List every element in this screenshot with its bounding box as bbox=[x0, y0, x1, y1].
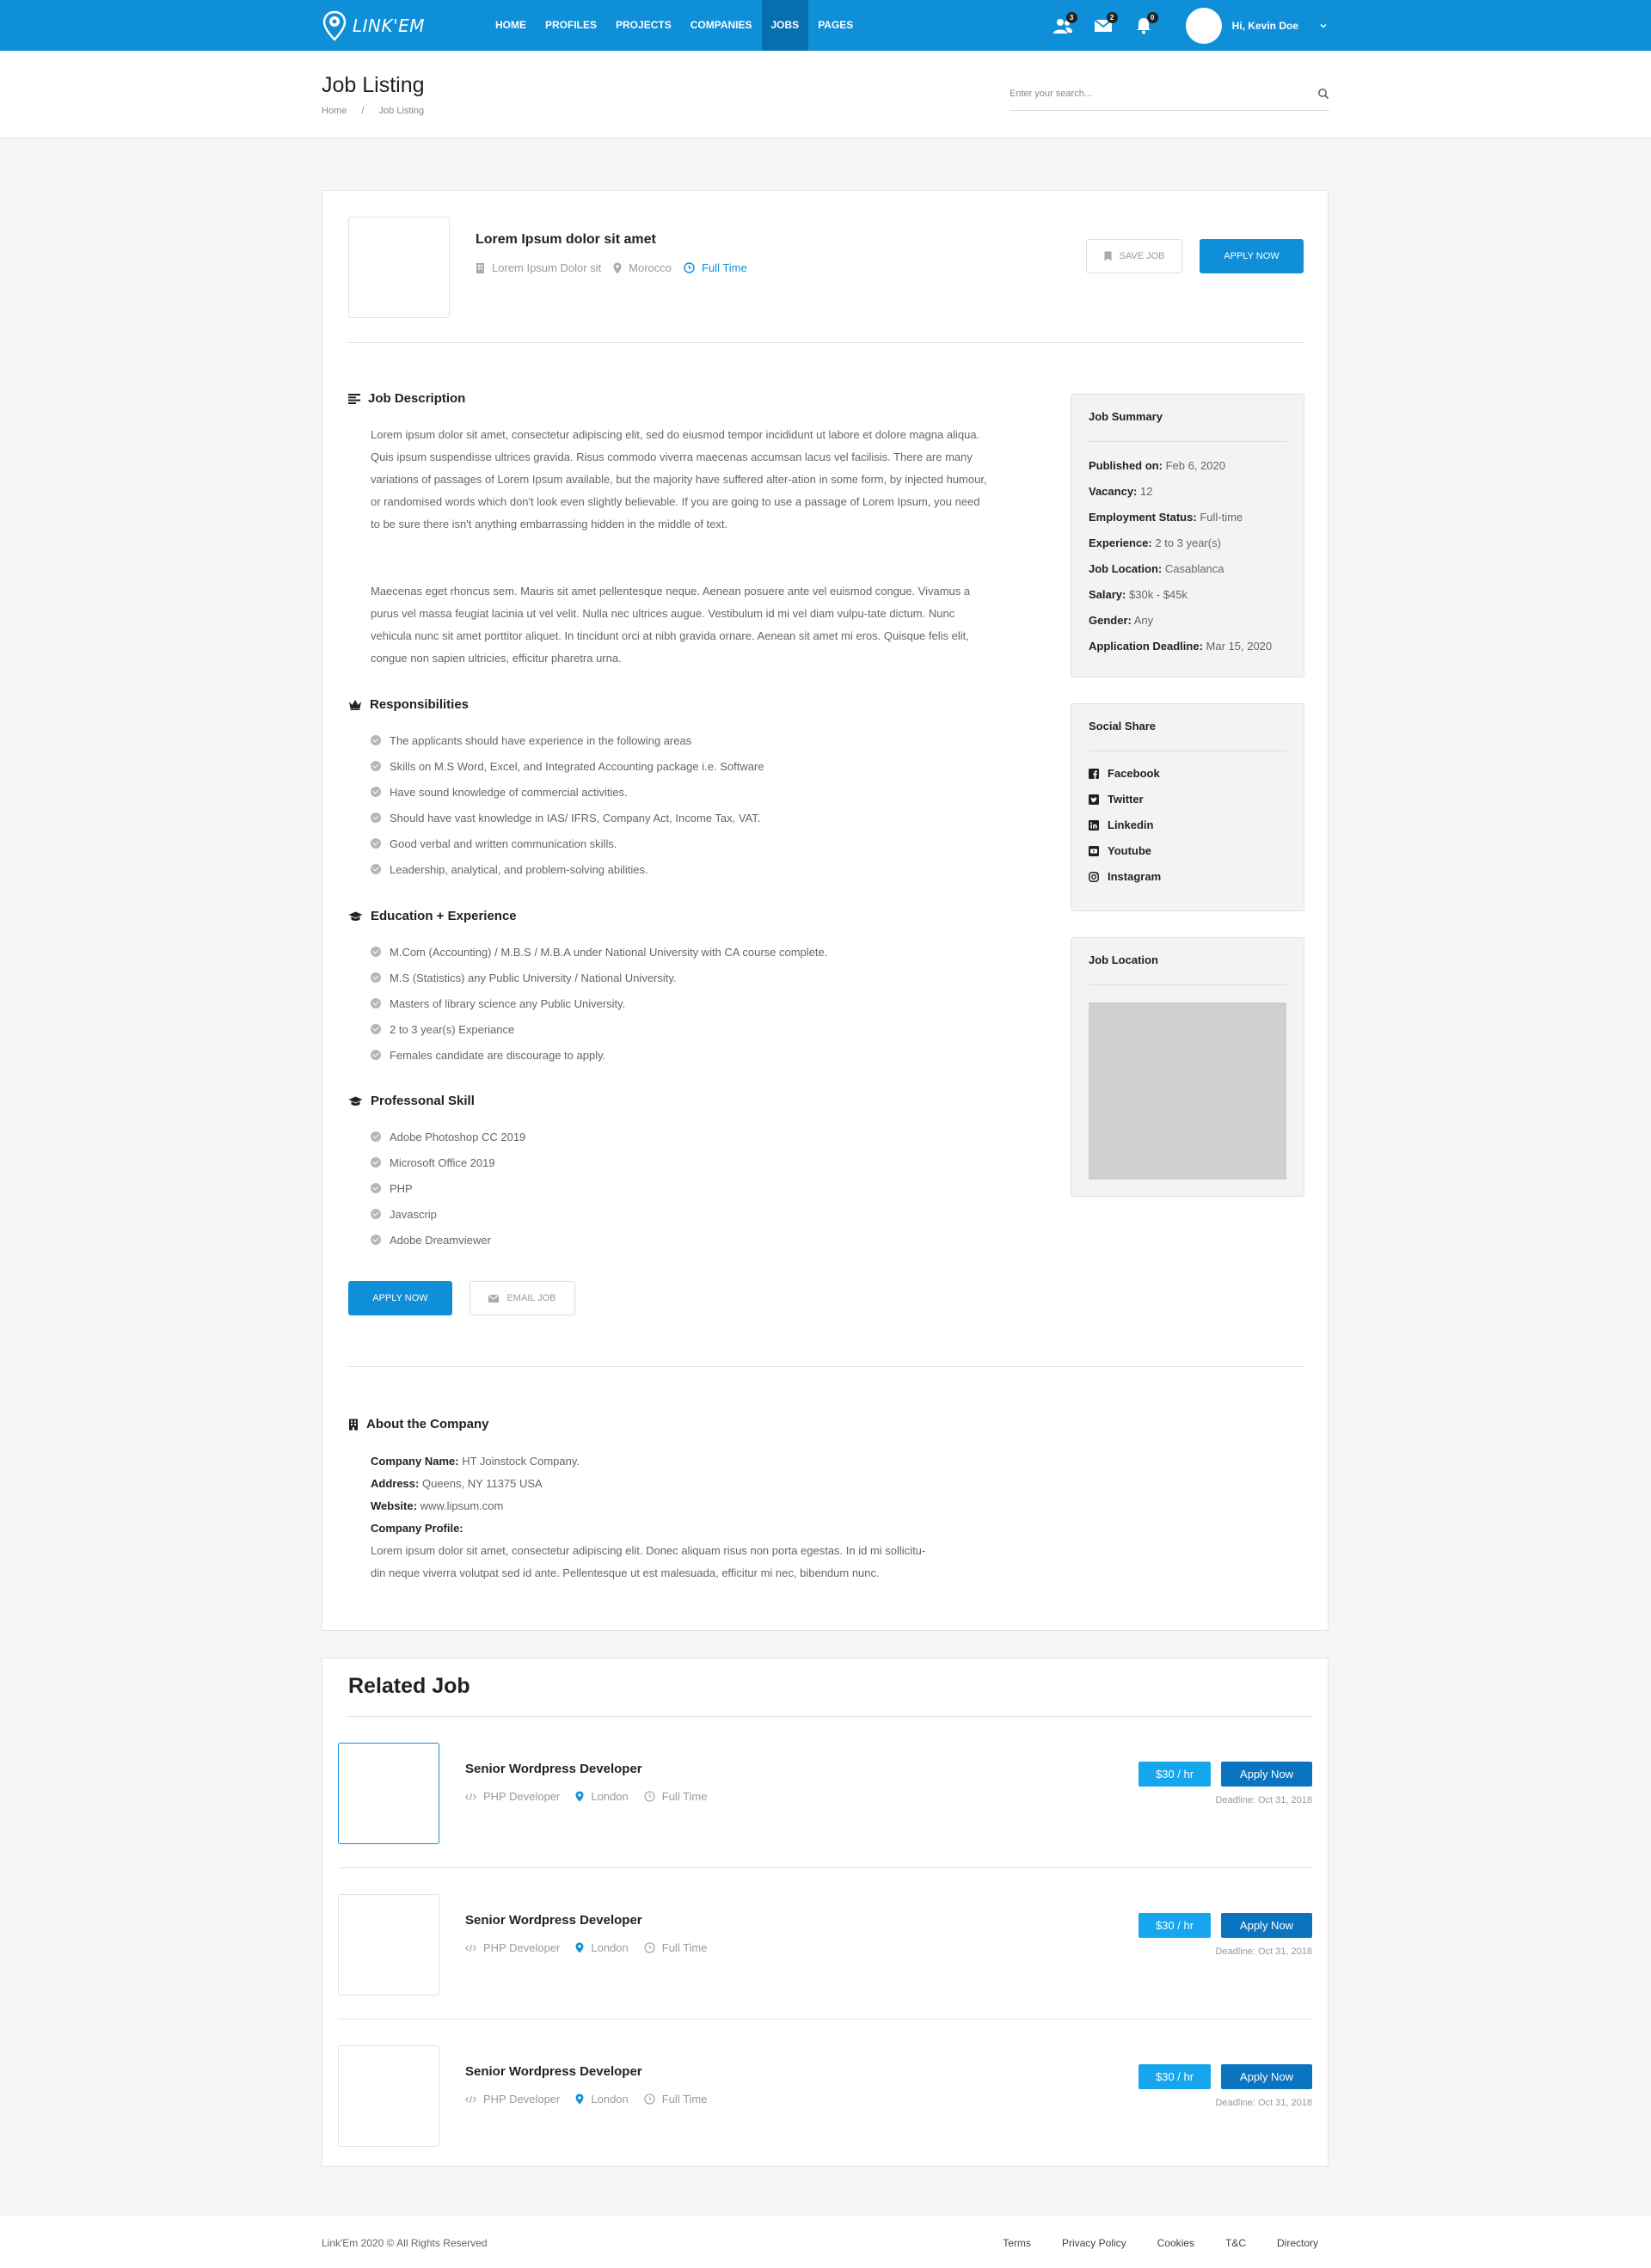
job-location-text: Morocco bbox=[629, 261, 672, 274]
related-job-logo[interactable] bbox=[338, 1894, 439, 1995]
breadcrumb-separator: / bbox=[361, 106, 365, 116]
description-paragraph-2: Maecenas eget rhoncus sem. Mauris sit amet pellentesque neque. Aenean posuere ante vel euismod congue. Vivamus a purus vel massa feugiat lacinia ut vel velit. Nulla nec ultrices augue. Vestibulum id mi vel diam vulpu-tate dictum. Nunc vehicula nunc sit amet porttitor aliquet. In tincidunt orci at nibh gravida ornare. Aenean sit amet mi eros. Quisque felis elit, congue non sapien ultricies, efficitur pharetra urna. bbox=[371, 585, 971, 665]
related-job-meta bbox=[465, 1790, 723, 1803]
related-job-type: Full Time bbox=[644, 2093, 708, 2106]
map-marker-icon bbox=[575, 1791, 584, 1802]
social-share-box bbox=[1071, 703, 1304, 911]
apply-now-button-bottom[interactable]: APPLY NOW bbox=[348, 1281, 452, 1315]
page-header bbox=[0, 51, 1651, 138]
footer-links bbox=[972, 2237, 1318, 2249]
company-address-row: Address: Queens, NY 11375 USA bbox=[371, 1477, 543, 1490]
related-job-type: Full Time bbox=[644, 1790, 708, 1803]
share-facebook[interactable]: Facebook bbox=[1089, 767, 1160, 780]
responsibilities-list bbox=[371, 727, 764, 882]
related-apply-button[interactable]: Apply Now bbox=[1221, 1913, 1312, 1938]
related-apply-button[interactable]: Apply Now bbox=[1221, 1762, 1312, 1787]
brand-name: LINK'EM bbox=[353, 15, 426, 36]
related-job-item bbox=[322, 2020, 1329, 2171]
list-item: Adobe Dreamviewer bbox=[371, 1227, 525, 1253]
company-website-row: Website: www.lipsum.com bbox=[371, 1499, 504, 1512]
related-jobs-card bbox=[322, 1658, 1329, 2167]
job-title: Lorem Ipsum dolor sit amet bbox=[476, 232, 656, 247]
education-list bbox=[371, 939, 827, 1068]
check-circle-icon bbox=[371, 787, 381, 797]
top-navbar bbox=[0, 0, 1651, 51]
related-job-item bbox=[322, 1717, 1329, 1868]
related-jobs-title: Related Job bbox=[348, 1674, 470, 1698]
related-job-logo[interactable] bbox=[338, 1743, 439, 1844]
nav-jobs[interactable]: JOBS bbox=[762, 0, 809, 51]
company-profile-text-2: din neque viverra volutpat sed id ante. Pellentesque ut est malesuada, efficitur mi nec, bibendum nunc. bbox=[371, 1566, 880, 1579]
list-item: Masters of library science any Public University. bbox=[371, 990, 827, 1016]
nav-home[interactable]: HOME bbox=[495, 19, 526, 31]
related-job-meta bbox=[465, 1941, 723, 1954]
related-job-item bbox=[322, 1868, 1329, 2020]
code-icon bbox=[465, 2095, 476, 2104]
connections-button[interactable] bbox=[1052, 15, 1074, 37]
notifications-badge: 0 bbox=[1147, 12, 1158, 23]
list-item: Have sound knowledge of commercial activities. bbox=[371, 779, 764, 805]
user-greeting[interactable]: Hi, Kevin Doe bbox=[1231, 19, 1298, 32]
check-circle-icon bbox=[371, 1235, 381, 1245]
about-company-heading: About the Company bbox=[348, 1417, 489, 1431]
clock-icon bbox=[644, 2093, 655, 2105]
related-job-category: PHP Developer bbox=[465, 2093, 560, 2106]
related-job-type: Full Time bbox=[644, 1941, 708, 1954]
list-item: M.Com (Accounting) / M.B.S / M.B.A under National University with CA course complete. bbox=[371, 939, 827, 965]
check-circle-icon bbox=[371, 812, 381, 823]
list-item: 2 to 3 year(s) Experiance bbox=[371, 1016, 827, 1042]
job-location-box bbox=[1071, 937, 1304, 1197]
map-marker-icon bbox=[575, 2093, 584, 2105]
company-profile-label: Company Profile: bbox=[371, 1522, 463, 1535]
related-job-deadline: Deadline: Oct 31, 2018 bbox=[1215, 1946, 1312, 1957]
copyright: Link'Em 2020 © All Rights Reserved bbox=[322, 2237, 488, 2249]
job-description-heading: Job Description bbox=[348, 391, 465, 406]
align-left-icon bbox=[348, 394, 360, 404]
check-circle-icon bbox=[371, 1209, 381, 1219]
clock-icon bbox=[644, 1791, 655, 1802]
skills-heading: Professonal Skill bbox=[348, 1094, 475, 1108]
building-icon bbox=[476, 262, 485, 274]
check-circle-icon bbox=[371, 1024, 381, 1034]
list-item: Leadership, analytical, and problem-solving abilities. bbox=[371, 856, 764, 882]
company-logo bbox=[348, 217, 450, 318]
location-pin-logo-icon bbox=[322, 10, 347, 41]
summary-row: Application Deadline: Mar 15, 2020 bbox=[1089, 640, 1273, 653]
company-website-link[interactable]: www.lipsum.com bbox=[420, 1499, 504, 1512]
breadcrumb-current: Job Listing bbox=[378, 106, 425, 116]
notifications-button[interactable] bbox=[1132, 15, 1155, 37]
save-job-button[interactable] bbox=[1086, 239, 1182, 273]
responsibilities-heading: Responsibilities bbox=[348, 697, 469, 712]
list-item: Adobe Photoshop CC 2019 bbox=[371, 1124, 525, 1149]
rate-badge: $30 / hr bbox=[1139, 2064, 1211, 2089]
company-name-row: Company Name: HT Joinstock Company. bbox=[371, 1455, 580, 1468]
related-job-meta bbox=[465, 2093, 723, 2106]
bookmark-icon bbox=[1104, 251, 1112, 261]
footer-link-privacy[interactable]: Privacy Policy bbox=[1061, 2237, 1126, 2249]
job-company bbox=[476, 261, 601, 274]
skills-list bbox=[371, 1124, 525, 1253]
youtube-icon bbox=[1089, 846, 1099, 856]
related-job-title[interactable]: Senior Wordpress Developer bbox=[465, 2064, 642, 2079]
graduation-cap-icon bbox=[348, 1096, 363, 1106]
email-job-label: EMAIL JOB bbox=[506, 1293, 556, 1303]
check-circle-icon bbox=[371, 972, 381, 983]
share-linkedin[interactable]: Linkedin bbox=[1089, 818, 1153, 831]
related-job-location: London bbox=[575, 2093, 628, 2106]
related-job-category: PHP Developer bbox=[465, 1790, 560, 1803]
education-heading: Education + Experience bbox=[348, 909, 517, 923]
chevron-down-icon[interactable] bbox=[1319, 21, 1328, 30]
main-menu bbox=[486, 0, 862, 51]
list-item: Skills on M.S Word, Excel, and Integrated Accounting package i.e. Software bbox=[371, 753, 764, 779]
check-circle-icon bbox=[371, 735, 381, 745]
description-paragraph-1: Lorem ipsum dolor sit amet, consectetur adipiscing elit, sed do eiusmod tempor incididunt ut labore et dolore magna aliqua. Quis ipsum suspendisse ultrices gravida. Risus commodo viverra maecenas accumsan lacus vel facilisis. There are many variations of passages of Lorem Ipsum available, but the majority have suffered alter-ation in some form, by injected humour, or randomised words which don't look even slightly believable. If you are going to use a passage of Lorem Ipsum, you need to be sure there isn't anything embarrassing hidden in the middle of text. bbox=[371, 428, 987, 530]
related-job-title[interactable]: Senior Wordpress Developer bbox=[465, 1913, 642, 1928]
list-item: The applicants should have experience in the following areas bbox=[371, 727, 764, 753]
check-circle-icon bbox=[371, 1131, 381, 1142]
related-job-title[interactable]: Senior Wordpress Developer bbox=[465, 1762, 642, 1776]
nav-pages[interactable]: PAGES bbox=[818, 19, 854, 31]
envelope-icon bbox=[488, 1295, 499, 1303]
breadcrumb bbox=[322, 106, 436, 116]
summary-row: Vacancy: 12 bbox=[1089, 485, 1153, 498]
graduation-cap-icon bbox=[348, 911, 363, 922]
rate-badge: $30 / hr bbox=[1139, 1762, 1211, 1787]
linkedin-icon bbox=[1089, 820, 1099, 831]
nav-user-area bbox=[1052, 0, 1328, 51]
social-share-title: Social Share bbox=[1089, 720, 1157, 733]
summary-row: Published on: Feb 6, 2020 bbox=[1089, 459, 1225, 472]
share-twitter[interactable]: Twitter bbox=[1089, 793, 1144, 806]
location-map[interactable] bbox=[1089, 1002, 1286, 1180]
brand-logo[interactable] bbox=[322, 10, 425, 41]
company-divider bbox=[348, 1366, 1304, 1367]
check-circle-icon bbox=[371, 864, 381, 874]
header-divider bbox=[348, 342, 1304, 343]
job-detail-card bbox=[322, 190, 1329, 1631]
building-icon bbox=[348, 1419, 359, 1431]
check-circle-icon bbox=[371, 761, 381, 771]
facebook-icon bbox=[1089, 769, 1099, 779]
map-marker-icon bbox=[575, 1942, 584, 1953]
crown-icon bbox=[348, 699, 362, 710]
job-location-divider bbox=[1089, 984, 1286, 985]
related-job-location: London bbox=[575, 1790, 628, 1803]
nav-companies[interactable]: COMPANIES bbox=[690, 19, 752, 31]
check-circle-icon bbox=[371, 947, 381, 957]
save-job-label: SAVE JOB bbox=[1119, 251, 1165, 261]
clock-icon bbox=[684, 262, 695, 273]
footer-link-tc[interactable]: T&C bbox=[1224, 2237, 1246, 2249]
job-summary-title: Job Summary bbox=[1089, 410, 1163, 423]
job-location bbox=[613, 261, 672, 274]
messages-badge: 2 bbox=[1107, 12, 1118, 23]
summary-row: Employment Status: Full-time bbox=[1089, 511, 1243, 524]
list-item: M.S (Statistics) any Public University / National University. bbox=[371, 965, 827, 990]
user-avatar[interactable] bbox=[1186, 8, 1222, 44]
rate-badge: $30 / hr bbox=[1139, 1913, 1211, 1938]
related-apply-button[interactable]: Apply Now bbox=[1221, 2064, 1312, 2089]
share-instagram[interactable]: Instagram bbox=[1089, 870, 1161, 883]
summary-row: Job Location: Casablanca bbox=[1089, 562, 1224, 575]
messages-button[interactable] bbox=[1092, 15, 1114, 37]
breadcrumb-home[interactable]: Home bbox=[322, 106, 347, 116]
check-circle-icon bbox=[371, 838, 381, 849]
email-job-button[interactable] bbox=[470, 1281, 575, 1315]
code-icon bbox=[465, 1793, 476, 1801]
twitter-icon bbox=[1089, 794, 1099, 805]
list-item: Microsoft Office 2019 bbox=[371, 1149, 525, 1175]
job-summary-box bbox=[1071, 394, 1304, 677]
summary-row: Salary: $30k - $45k bbox=[1089, 588, 1188, 601]
job-type-text: Full Time bbox=[702, 261, 747, 274]
clock-icon bbox=[644, 1942, 655, 1953]
check-circle-icon bbox=[371, 1157, 381, 1168]
footer-link-cookies[interactable]: Cookies bbox=[1157, 2237, 1194, 2249]
summary-row: Gender: Any bbox=[1089, 614, 1154, 627]
summary-row: Experience: 2 to 3 year(s) bbox=[1089, 536, 1221, 549]
job-summary-divider bbox=[1089, 441, 1286, 442]
page-title: Job Listing bbox=[322, 73, 425, 97]
related-job-deadline: Deadline: Oct 31, 2018 bbox=[1215, 1795, 1312, 1805]
connections-badge: 3 bbox=[1066, 12, 1077, 23]
job-meta bbox=[476, 261, 759, 274]
apply-now-button-top[interactable]: APPLY NOW bbox=[1200, 239, 1304, 273]
related-job-category: PHP Developer bbox=[465, 1941, 560, 1954]
list-item: Females candidate are discourage to apply. bbox=[371, 1042, 827, 1068]
list-item: Should have vast knowledge in IAS/ IFRS, Company Act, Income Tax, VAT. bbox=[371, 805, 764, 831]
footer-link-directory[interactable]: Directory bbox=[1276, 2237, 1318, 2249]
job-type bbox=[684, 261, 747, 274]
check-circle-icon bbox=[371, 1183, 381, 1193]
code-icon bbox=[465, 1944, 476, 1952]
related-job-location: London bbox=[575, 1941, 628, 1954]
list-item: Javascrip bbox=[371, 1201, 525, 1227]
footer-link-terms[interactable]: Terms bbox=[1003, 2237, 1031, 2249]
instagram-icon bbox=[1089, 872, 1099, 882]
footer bbox=[0, 2216, 1651, 2268]
search-icon[interactable] bbox=[1317, 88, 1329, 100]
nav-profiles[interactable]: PROFILES bbox=[545, 19, 598, 31]
search-box bbox=[1010, 78, 1329, 111]
list-item: Good verbal and written communication skills. bbox=[371, 831, 764, 856]
related-job-logo[interactable] bbox=[338, 2045, 439, 2147]
job-company-name: Lorem Ipsum Dolor sit bbox=[492, 261, 602, 274]
job-location-title: Job Location bbox=[1089, 953, 1158, 966]
search-input[interactable] bbox=[1010, 85, 1293, 102]
check-circle-icon bbox=[371, 1050, 381, 1060]
share-youtube[interactable]: Youtube bbox=[1089, 844, 1151, 857]
check-circle-icon bbox=[371, 998, 381, 1008]
related-job-deadline: Deadline: Oct 31, 2018 bbox=[1215, 2098, 1312, 2108]
company-profile-text-1: Lorem ipsum dolor sit amet, consectetur adipiscing elit. Donec aliquam risus non porta egestas. In id mi sollicitu- bbox=[371, 1544, 926, 1557]
nav-projects[interactable]: PROJECTS bbox=[616, 19, 672, 31]
map-marker-icon bbox=[613, 262, 622, 274]
list-item: PHP bbox=[371, 1175, 525, 1201]
